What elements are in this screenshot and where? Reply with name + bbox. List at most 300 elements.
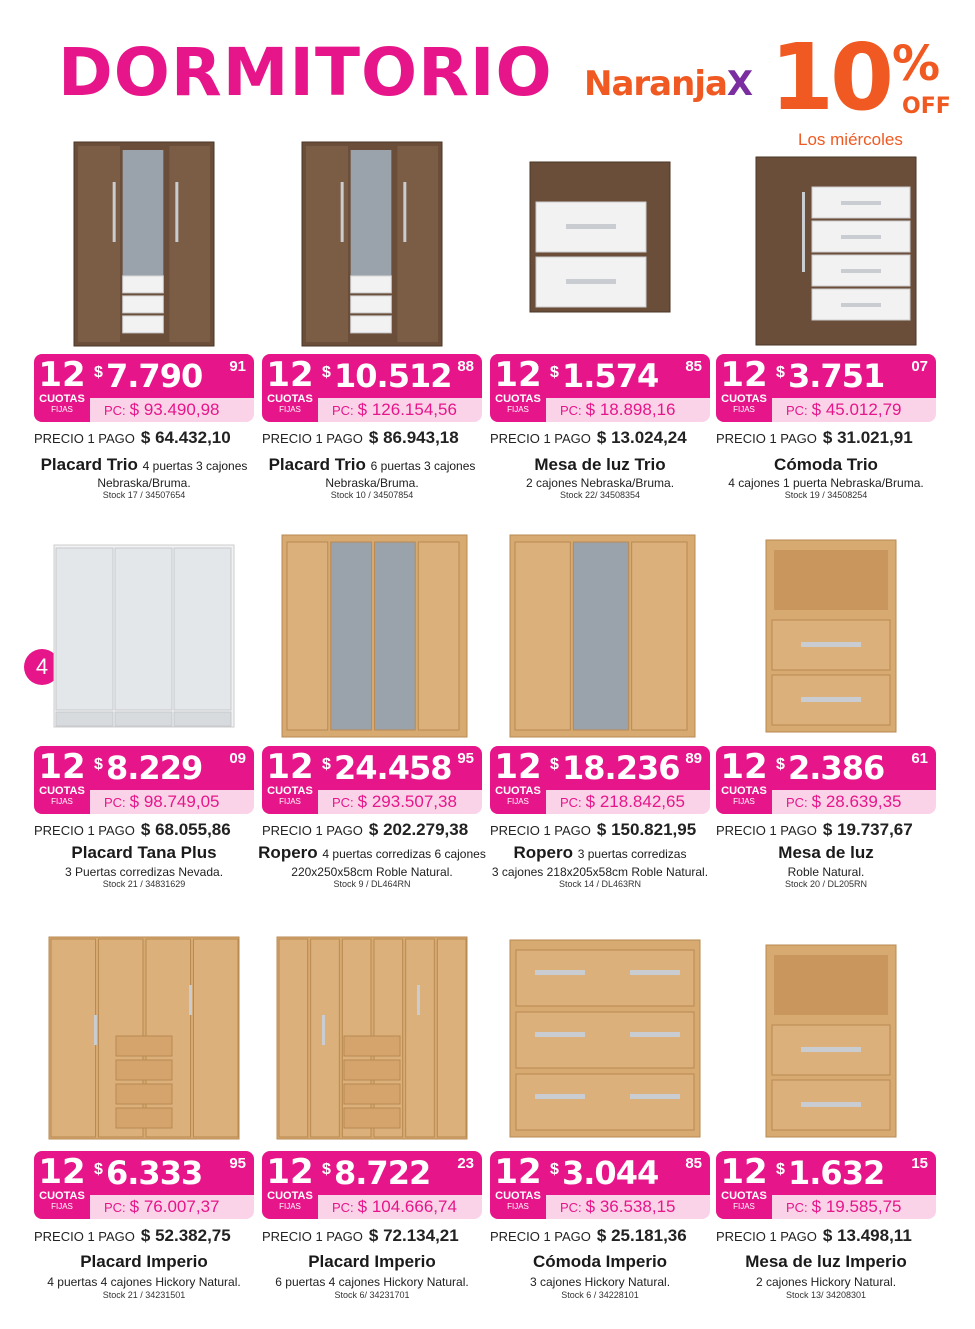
drawer-handle bbox=[535, 970, 585, 975]
total-financed-price bbox=[772, 790, 936, 814]
currency-symbol: $ bbox=[94, 756, 103, 773]
cuotas-label: CUOTAS bbox=[721, 393, 767, 405]
product-name bbox=[470, 843, 730, 864]
product-stock: Stock 14 / DL463RN bbox=[558, 879, 642, 889]
cuotas-number: 12 bbox=[720, 355, 768, 395]
total-financed-price bbox=[90, 790, 254, 814]
product-image bbox=[490, 925, 710, 1147]
promo-day-label: Los miércoles bbox=[798, 130, 903, 149]
cuotas-badge bbox=[262, 1151, 318, 1219]
price-box bbox=[34, 746, 254, 814]
price-box bbox=[490, 1151, 710, 1219]
product-image bbox=[34, 132, 254, 350]
promo-percent-sign: % bbox=[892, 36, 941, 92]
drawer bbox=[123, 296, 164, 313]
cuotas-label: CUOTAS bbox=[267, 1190, 313, 1202]
product-description: 6 puertas 4 cajones Hickory Natural. bbox=[275, 1275, 469, 1289]
product-name-detail: 4 puertas 3 cajones bbox=[142, 459, 248, 473]
product-name-detail: 3 puertas corredizas bbox=[577, 847, 687, 861]
price-box bbox=[490, 746, 710, 814]
single-payment-price bbox=[490, 428, 750, 448]
installment-decimals: 95 bbox=[229, 1155, 246, 1172]
cuotas-badge bbox=[716, 746, 772, 814]
door-handle bbox=[94, 1015, 97, 1045]
installment-price bbox=[546, 1151, 710, 1195]
pago-value: $ 13.024,24 bbox=[596, 428, 687, 447]
pago-label: PRECIO 1 PAGO bbox=[262, 1229, 363, 1244]
product-image bbox=[490, 520, 710, 742]
fijas-label: FIJAS bbox=[279, 1202, 301, 1211]
cuotas-badge bbox=[262, 354, 318, 422]
drawer-handle bbox=[801, 642, 861, 647]
product-illustration bbox=[716, 925, 936, 1147]
drawer bbox=[123, 316, 164, 333]
product-name bbox=[696, 843, 956, 864]
product-name bbox=[242, 843, 502, 864]
cuotas-number: 12 bbox=[494, 747, 542, 787]
product-name-text: Placard Trio bbox=[40, 455, 138, 474]
price-box bbox=[262, 1151, 482, 1219]
product-name-detail: 6 puertas 3 cajones bbox=[370, 459, 476, 473]
drawer bbox=[116, 1108, 172, 1128]
product-name bbox=[470, 1252, 730, 1273]
pago-value: $ 150.821,95 bbox=[596, 820, 697, 839]
pc-value: $ 126.154,56 bbox=[357, 400, 457, 419]
product-image bbox=[262, 520, 482, 742]
installment-decimals: 15 bbox=[911, 1155, 928, 1172]
pc-label: PC: bbox=[332, 795, 354, 810]
pc-value: $ 104.666,74 bbox=[357, 1197, 457, 1216]
pago-label: PRECIO 1 PAGO bbox=[490, 431, 591, 446]
pago-value: $ 19.737,67 bbox=[822, 820, 913, 839]
product-illustration bbox=[716, 132, 936, 350]
installment-integer: 8.722 bbox=[334, 1154, 431, 1192]
product-name bbox=[14, 455, 274, 476]
cuotas-badge bbox=[34, 746, 90, 814]
price-box bbox=[34, 1151, 254, 1219]
total-financed-price bbox=[318, 1195, 482, 1219]
door-handle bbox=[802, 192, 805, 272]
door-handle bbox=[341, 182, 344, 242]
pc-value: $ 76.007,37 bbox=[129, 1197, 220, 1216]
cuotas-number: 12 bbox=[38, 355, 86, 395]
drawer bbox=[116, 1060, 172, 1080]
price-box bbox=[34, 354, 254, 422]
cuotas-number: 12 bbox=[494, 355, 542, 395]
product-name bbox=[696, 455, 956, 476]
pc-value: $ 93.490,98 bbox=[129, 400, 220, 419]
door-handle bbox=[403, 182, 406, 242]
cuotas-label: CUOTAS bbox=[39, 393, 85, 405]
pc-label: PC: bbox=[560, 795, 582, 810]
product-stock: Stock 21 / 34231501 bbox=[102, 1290, 186, 1300]
fijas-label: FIJAS bbox=[279, 797, 301, 806]
product-illustration bbox=[34, 132, 254, 350]
drawer bbox=[516, 1012, 694, 1068]
total-financed-price bbox=[318, 790, 482, 814]
installment-price bbox=[318, 354, 482, 398]
product-illustration bbox=[490, 925, 710, 1147]
sliding-door bbox=[632, 542, 687, 730]
cuotas-label: CUOTAS bbox=[267, 785, 313, 797]
product-name bbox=[14, 843, 274, 864]
single-payment-price bbox=[262, 428, 522, 448]
product-name bbox=[696, 1252, 956, 1273]
product-name bbox=[14, 1252, 274, 1273]
cuotas-label: CUOTAS bbox=[39, 1190, 85, 1202]
single-payment-price bbox=[34, 820, 294, 840]
pago-value: $ 68.055,86 bbox=[140, 820, 231, 839]
installment-decimals: 23 bbox=[457, 1155, 474, 1172]
cuotas-label: CUOTAS bbox=[39, 785, 85, 797]
product-name-text: Placard Imperio bbox=[308, 1252, 436, 1271]
fijas-label: FIJAS bbox=[51, 1202, 73, 1211]
fijas-label: FIJAS bbox=[507, 405, 529, 414]
drawer-handle bbox=[801, 697, 861, 702]
product-description: Nebraska/Bruma. bbox=[97, 476, 191, 490]
drawer bbox=[516, 950, 694, 1006]
pago-value: $ 25.181,36 bbox=[596, 1226, 687, 1245]
product-image bbox=[490, 132, 710, 350]
pc-label: PC: bbox=[560, 403, 582, 418]
installment-decimals: 85 bbox=[685, 1155, 702, 1172]
product-illustration bbox=[262, 925, 482, 1147]
product-description: 3 cajones Hickory Natural. bbox=[529, 1275, 671, 1289]
pago-label: PRECIO 1 PAGO bbox=[490, 1229, 591, 1244]
pc-value: $ 18.898,16 bbox=[585, 400, 676, 419]
drawer bbox=[344, 1060, 400, 1080]
installment-price bbox=[772, 1151, 936, 1195]
mirror-door bbox=[351, 150, 392, 281]
mirror-door bbox=[375, 542, 416, 730]
pc-value: $ 98.749,05 bbox=[129, 792, 220, 811]
installment-price bbox=[546, 354, 710, 398]
cuotas-label: CUOTAS bbox=[495, 785, 541, 797]
pago-label: PRECIO 1 PAGO bbox=[716, 1229, 817, 1244]
single-payment-price bbox=[716, 428, 975, 448]
door bbox=[279, 939, 308, 1137]
product-name-text: Ropero bbox=[513, 843, 574, 862]
pago-label: PRECIO 1 PAGO bbox=[716, 431, 817, 446]
currency-symbol: $ bbox=[550, 1161, 559, 1178]
cuotas-number: 12 bbox=[720, 747, 768, 787]
drawer bbox=[123, 276, 164, 293]
single-payment-price bbox=[262, 1226, 522, 1246]
cuotas-number: 12 bbox=[494, 1152, 542, 1192]
product-illustration bbox=[262, 520, 482, 742]
installment-decimals: 09 bbox=[229, 750, 246, 767]
pc-label: PC: bbox=[786, 403, 808, 418]
door-left bbox=[78, 146, 120, 342]
drawer-handle bbox=[801, 1102, 861, 1107]
installment-integer: 7.790 bbox=[106, 357, 203, 395]
drawer-handle bbox=[841, 269, 881, 273]
single-payment-price bbox=[34, 1226, 294, 1246]
product-description: 2 cajones Hickory Natural. bbox=[755, 1275, 897, 1289]
pago-label: PRECIO 1 PAGO bbox=[34, 823, 135, 838]
price-box bbox=[716, 746, 936, 814]
product-name-text: Placard Trio bbox=[268, 455, 366, 474]
door-handle bbox=[417, 985, 420, 1015]
product-description: 2 cajones Nebraska/Bruma. bbox=[525, 476, 675, 490]
installment-decimals: 61 bbox=[911, 750, 928, 767]
drawer-handle bbox=[535, 1094, 585, 1099]
mirror-door bbox=[573, 542, 628, 730]
product-stock: Stock 10 / 34507854 bbox=[330, 490, 414, 500]
drawer bbox=[351, 296, 392, 313]
currency-symbol: $ bbox=[94, 364, 103, 381]
drawer bbox=[516, 1074, 694, 1130]
installment-price bbox=[90, 746, 254, 790]
cuotas-badge bbox=[716, 354, 772, 422]
cuotas-badge bbox=[490, 1151, 546, 1219]
pc-label: PC: bbox=[332, 403, 354, 418]
drawer bbox=[351, 276, 392, 293]
pc-value: $ 45.012,79 bbox=[811, 400, 902, 419]
product-stock: Stock 19 / 34508254 bbox=[784, 490, 868, 500]
fijas-label: FIJAS bbox=[279, 405, 301, 414]
pc-value: $ 36.538,15 bbox=[585, 1197, 676, 1216]
door-handle bbox=[189, 985, 192, 1015]
installment-price bbox=[318, 746, 482, 790]
cuotas-badge bbox=[716, 1151, 772, 1219]
product-illustration bbox=[716, 520, 936, 742]
installment-price bbox=[772, 746, 936, 790]
header bbox=[0, 0, 975, 150]
installment-integer: 2.386 bbox=[788, 749, 885, 787]
installment-decimals: 85 bbox=[685, 358, 702, 375]
door-handle bbox=[322, 1015, 325, 1045]
drawer-handle bbox=[630, 1032, 680, 1037]
installment-decimals: 07 bbox=[911, 358, 928, 375]
drawer-handle bbox=[566, 224, 616, 229]
installment-price bbox=[90, 1151, 254, 1195]
pago-label: PRECIO 1 PAGO bbox=[716, 823, 817, 838]
pago-label: PRECIO 1 PAGO bbox=[262, 823, 363, 838]
door bbox=[194, 939, 239, 1137]
pc-label: PC: bbox=[104, 403, 126, 418]
product-description: 3 cajones 218x205x58cm Roble Natural. bbox=[491, 865, 709, 879]
cuotas-label: CUOTAS bbox=[721, 1190, 767, 1202]
mirror-door bbox=[123, 150, 164, 281]
page-title: DORMITORIO bbox=[58, 34, 553, 111]
drawer bbox=[116, 1036, 172, 1056]
cuotas-label: CUOTAS bbox=[495, 393, 541, 405]
product-illustration bbox=[490, 520, 710, 742]
currency-symbol: $ bbox=[322, 756, 331, 773]
pc-value: $ 293.507,38 bbox=[357, 792, 457, 811]
installment-decimals: 91 bbox=[229, 358, 246, 375]
product-description: 4 cajones 1 puerta Nebraska/Bruma. bbox=[728, 476, 924, 490]
product-image bbox=[716, 132, 936, 350]
price-box bbox=[490, 354, 710, 422]
open-shelf bbox=[774, 550, 888, 610]
product-stock: Stock 20 / DL205RN bbox=[784, 879, 868, 889]
product-image bbox=[716, 520, 936, 742]
product-name-text: Mesa de luz Imperio bbox=[745, 1252, 907, 1271]
sliding-door bbox=[287, 542, 328, 730]
product-stock: Stock 21 / 34831629 bbox=[102, 879, 186, 889]
mirror-door bbox=[331, 542, 372, 730]
drawer-handle bbox=[841, 303, 881, 307]
pc-value: $ 218.842,65 bbox=[585, 792, 685, 811]
single-payment-price bbox=[34, 428, 294, 448]
pc-label: PC: bbox=[104, 1200, 126, 1215]
door bbox=[437, 939, 466, 1137]
drawer-handle bbox=[841, 201, 881, 205]
drawer bbox=[344, 1036, 400, 1056]
installment-integer: 10.512 bbox=[334, 357, 452, 395]
single-payment-price bbox=[716, 820, 975, 840]
total-financed-price bbox=[90, 1195, 254, 1219]
product-name-text: Placard Imperio bbox=[80, 1252, 208, 1271]
currency-symbol: $ bbox=[322, 364, 331, 381]
drawer bbox=[344, 1108, 400, 1128]
pc-label: PC: bbox=[104, 795, 126, 810]
cuotas-badge bbox=[490, 354, 546, 422]
currency-symbol: $ bbox=[550, 364, 559, 381]
pago-label: PRECIO 1 PAGO bbox=[262, 431, 363, 446]
drawer-handle bbox=[535, 1032, 585, 1037]
pago-value: $ 86.943,18 bbox=[368, 428, 459, 447]
cuotas-badge bbox=[262, 746, 318, 814]
product-stock: Stock 6/ 34231701 bbox=[334, 1290, 410, 1300]
total-financed-price bbox=[772, 1195, 936, 1219]
product-illustration bbox=[34, 520, 254, 742]
cuotas-badge bbox=[34, 354, 90, 422]
pago-label: PRECIO 1 PAGO bbox=[34, 431, 135, 446]
product-image bbox=[262, 132, 482, 350]
installment-price bbox=[318, 1151, 482, 1195]
fijas-label: FIJAS bbox=[507, 797, 529, 806]
fijas-label: FIJAS bbox=[733, 1202, 755, 1211]
product-name-text: Placard Tana Plus bbox=[71, 843, 217, 862]
drawer-handle bbox=[841, 235, 881, 239]
currency-symbol: $ bbox=[322, 1161, 331, 1178]
fijas-label: FIJAS bbox=[733, 797, 755, 806]
cuotas-number: 12 bbox=[720, 1152, 768, 1192]
pago-value: $ 64.432,10 bbox=[140, 428, 231, 447]
total-financed-price bbox=[772, 398, 936, 422]
product-name bbox=[242, 1252, 502, 1273]
product-illustration bbox=[262, 132, 482, 350]
door-handle bbox=[113, 182, 116, 242]
pc-label: PC: bbox=[560, 1200, 582, 1215]
drawer bbox=[174, 712, 231, 726]
drawer-handle bbox=[630, 970, 680, 975]
door-right bbox=[169, 146, 210, 342]
pc-label: PC: bbox=[786, 795, 808, 810]
drawer bbox=[56, 712, 113, 726]
product-image bbox=[262, 925, 482, 1147]
product-stock: Stock 17 / 34507654 bbox=[102, 490, 186, 500]
total-financed-price bbox=[318, 398, 482, 422]
currency-symbol: $ bbox=[94, 1161, 103, 1178]
open-shelf bbox=[774, 955, 888, 1015]
installment-price bbox=[90, 354, 254, 398]
pc-value: $ 19.585,75 bbox=[811, 1197, 902, 1216]
pago-value: $ 52.382,75 bbox=[140, 1226, 231, 1245]
product-name-text: Ropero bbox=[258, 843, 318, 862]
total-financed-price bbox=[546, 790, 710, 814]
cuotas-badge bbox=[490, 746, 546, 814]
promo-discount-value: 10 bbox=[770, 24, 891, 131]
pc-label: PC: bbox=[786, 1200, 808, 1215]
product-name bbox=[470, 455, 730, 476]
installment-decimals: 88 bbox=[457, 358, 474, 375]
promo-off-label: OFF bbox=[902, 94, 951, 119]
sliding-door bbox=[115, 548, 172, 710]
installment-integer: 1.574 bbox=[562, 357, 659, 395]
cuotas-number: 12 bbox=[266, 747, 314, 787]
door-handle bbox=[175, 182, 178, 242]
total-financed-price bbox=[546, 1195, 710, 1219]
drawer-handle bbox=[801, 1047, 861, 1052]
product-name-text: Mesa de luz Trio bbox=[534, 455, 666, 474]
cuotas-number: 12 bbox=[266, 1152, 314, 1192]
currency-symbol: $ bbox=[550, 756, 559, 773]
installment-decimals: 89 bbox=[685, 750, 702, 767]
drawer bbox=[344, 1084, 400, 1104]
pago-label: PRECIO 1 PAGO bbox=[34, 1229, 135, 1244]
installment-price bbox=[772, 354, 936, 398]
single-payment-price bbox=[490, 820, 750, 840]
cuotas-number: 12 bbox=[266, 355, 314, 395]
drawer bbox=[115, 712, 172, 726]
currency-symbol: $ bbox=[776, 1161, 785, 1178]
price-box bbox=[262, 354, 482, 422]
cuotas-label: CUOTAS bbox=[721, 785, 767, 797]
fijas-label: FIJAS bbox=[733, 405, 755, 414]
cuotas-label: CUOTAS bbox=[267, 393, 313, 405]
single-payment-price bbox=[490, 1226, 750, 1246]
product-image bbox=[716, 925, 936, 1147]
cuotas-badge bbox=[34, 1151, 90, 1219]
product-illustration bbox=[490, 132, 710, 350]
total-financed-price bbox=[546, 398, 710, 422]
product-stock: Stock 13/ 34208301 bbox=[785, 1290, 867, 1300]
door bbox=[51, 939, 96, 1137]
sliding-door bbox=[56, 548, 113, 710]
product-stock: Stock 9 / DL464RN bbox=[333, 879, 411, 889]
fijas-label: FIJAS bbox=[51, 405, 73, 414]
product-description: Roble Natural. bbox=[787, 865, 865, 879]
pago-value: $ 31.021,91 bbox=[822, 428, 913, 447]
pago-value: $ 72.134,21 bbox=[368, 1226, 459, 1245]
sliding-door bbox=[418, 542, 459, 730]
page-number-badge: 4 bbox=[24, 649, 60, 685]
single-payment-price bbox=[262, 820, 522, 840]
product-description: 220x250x58cm Roble Natural. bbox=[291, 865, 453, 879]
drawer-handle bbox=[630, 1094, 680, 1099]
product-illustration bbox=[34, 925, 254, 1147]
drawer-handle bbox=[566, 279, 616, 284]
product-name-detail: 4 puertas corredizas 6 cajones bbox=[322, 847, 486, 861]
installment-integer: 6.333 bbox=[106, 1154, 203, 1192]
installment-integer: 18.236 bbox=[562, 749, 680, 787]
pago-label: PRECIO 1 PAGO bbox=[490, 823, 591, 838]
product-name-text: Cómoda Trio bbox=[774, 455, 878, 474]
naranjax-logo: NaranjaX bbox=[584, 64, 753, 104]
door bbox=[406, 939, 435, 1137]
product-stock: Stock 6 / 34228101 bbox=[561, 1290, 639, 1300]
product-image bbox=[34, 520, 254, 742]
installment-integer: 3.044 bbox=[562, 1154, 659, 1192]
pc-value: $ 28.639,35 bbox=[811, 792, 902, 811]
product-name-text: Mesa de luz bbox=[778, 843, 874, 862]
product-image bbox=[34, 925, 254, 1147]
installment-integer: 8.229 bbox=[106, 749, 203, 787]
